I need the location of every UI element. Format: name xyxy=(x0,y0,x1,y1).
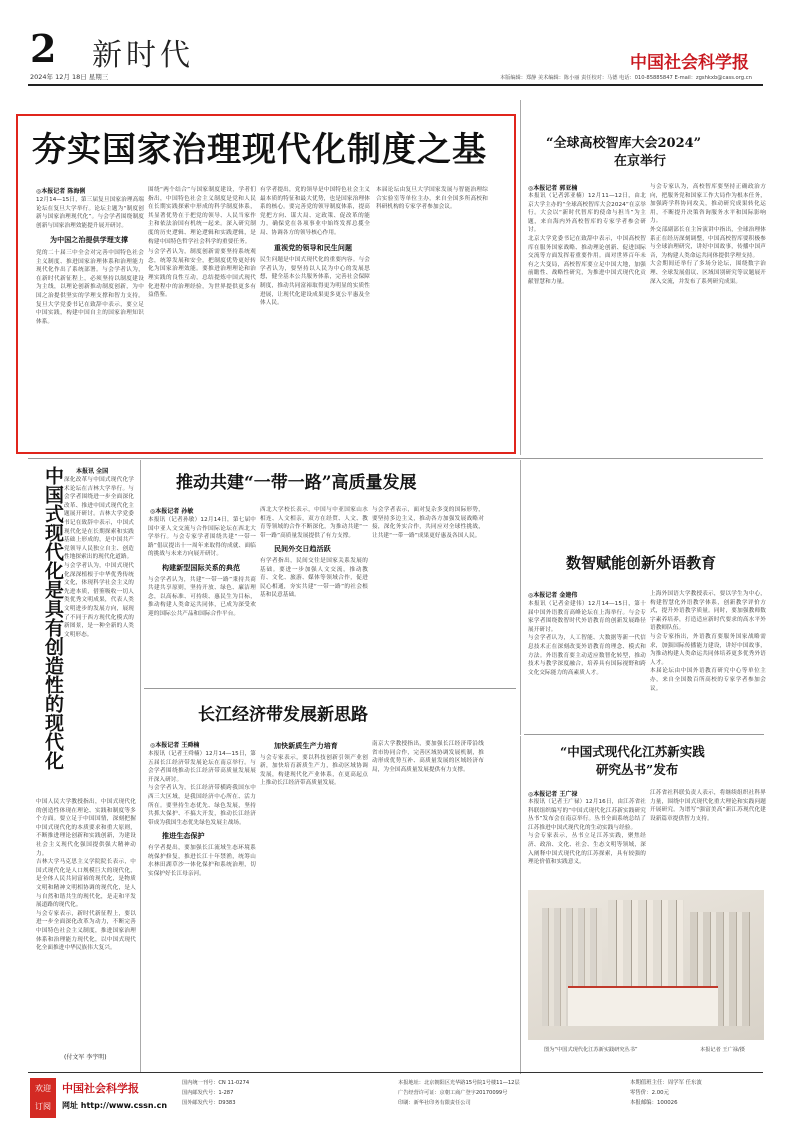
date-line: 2024年 12月 18日 星期三 xyxy=(30,73,109,81)
jiangsu-para-1: 本报讯（记者王广禄）12月16日，由江苏省社科联组织编写的“中国式现代化江苏新实践研究丛书”发布会在南京举行。丛书全面系统总结了江苏推进中国式现代化的生动实践与经验。 xyxy=(528,799,646,831)
footer-issue-info-2: 国内邮发代号：1-287 xyxy=(182,1090,234,1096)
jiangsu-col-1 xyxy=(528,798,646,886)
jiangsu-byline: ◎本报记者 王广禄 xyxy=(528,791,578,798)
digital-para-5: 本届论坛由中国外语教育研究中心等单位主办，来自全国数百所高校的专家学者参加会议。 xyxy=(650,668,766,692)
right-mid-divider xyxy=(524,734,764,735)
belt-para-1: 本报讯（记者孙敏）12月14日，第七届中国中亚人文交流与合作国际论坛在西北大学举行。与会专家学者围绕共建“一带一路”倡议提出十一周年来取得的成就、面临的挑战与未来方向展开研讨。 xyxy=(148,517,256,558)
forum-para-4: 外交部副部长在主旨演讲中指出，全球治理体系正在经历深刻调整，中国高校智库要积极参与全球治理研究，讲好中国故事，传播中国声音，为构建人类命运共同体提供学理支持。 xyxy=(650,226,766,259)
jiangsu-headline-1: “中国式现代化江苏新实践 xyxy=(560,744,705,759)
editor-line: 本版编辑：郑静 美术编辑：陈小丽 责任校对：马德 电话：010-85885847 E-mail：zgshkxb@cass.org.cn xyxy=(500,75,752,81)
yangtze-col-3 xyxy=(372,740,484,1052)
belt-para-2: 与会学者认为，共建“一带一路”秉持共商共建共享原则，坚持开放、绿色、廉洁理念，以高标准、可持续、惠民生为目标，推动构建人类命运共同体，已成为深受欢迎的国际公共产品和国际合作平台。 xyxy=(148,576,256,617)
footer-issue-info-1: 国内统一刊号：CN 11-0274 xyxy=(182,1080,250,1086)
footer-print-note: 本报邮编：100026 xyxy=(630,1100,678,1106)
left-para-4: 吉林大学马克思主义学院院长表示，中国式现代化是人口规模巨大的现代化，是全体人民共同富裕的现代化，是物质文明和精神文明相协调的现代化，是人与自然和谐共生的现代化，是走和平发展道路的现代化。 xyxy=(36,859,136,909)
forum-col-1 xyxy=(528,192,646,450)
mid-section-divider xyxy=(144,688,516,689)
left-para-2: 与会学者认为，中国式现代化深深植根于中华优秀传统文化，体现科学社会主义的先进本质，借鉴吸收一切人类优秀文明成果，代表人类文明进步的发展方向，展现了不同于西方现代化模式的新图景，是一种全新的人类文明形态。 xyxy=(64,562,134,638)
jiangsu-para-3: 江苏省社科联负责人表示，将继续组织社科界力量，围绕中国式现代化重大理论和实践问题开展研究，为谱写“强富美高”新江苏现代化建设新篇章提供智力支持。 xyxy=(650,790,766,822)
lead-para-5: 民生问题是中国式现代化的重要内容。与会学者认为，要坚持以人民为中心的发展思想，健全基本公共服务体系，完善社会保障制度，推动共同富裕取得更为明显的实质性进展，让现代化建设成果更多更公平惠及全体人民。 xyxy=(260,257,370,307)
lead-subhead-1: 为中国之治提供学理支撑 xyxy=(50,236,129,245)
yangtze-para-1: 本报讯（记者王舜楠）12月14—15日，第五届长江经济带发展论坛在南京举行。与会学者围绕推动长江经济带高质量发展展开深入研讨。 xyxy=(148,751,256,783)
belt-subhead-1: 构建新型国际关系的典范 xyxy=(162,563,241,572)
belt-subhead-2: 民间外交日趋活跃 xyxy=(274,545,331,554)
lead-col-3 xyxy=(260,186,370,446)
footer-paper-name: 中国社会科学报 xyxy=(62,1082,139,1095)
belt-para-5: 与会学者表示，面对复杂多变的国际形势，要坚持多边主义，推动各方加强发展战略对接，深化务实合作，共同应对全球性挑战，让共建“一带一路”成果更好惠及各国人民。 xyxy=(372,507,484,539)
footer-address-3: 印刷：新华社印务有限责任公司 xyxy=(398,1100,471,1106)
yangtze-subhead-2: 加快新质生产力培育 xyxy=(274,742,338,750)
subscribe-badge-line-1: 欢迎 xyxy=(35,1084,51,1093)
lead-byline: ◎本报记者 陈海俐 xyxy=(36,188,86,195)
mid-divider-vertical xyxy=(520,460,521,735)
footer-address-2: 广告经营许可证：京朝工商广登字20170099号 xyxy=(398,1090,508,1096)
belt-headline: 推动共建“一带一路”高质量发展 xyxy=(176,473,417,493)
digital-col-1 xyxy=(528,600,646,730)
digital-headline: 数智赋能创新外语教育 xyxy=(566,554,717,572)
forum-headline-2: 在京举行 xyxy=(614,154,667,169)
lead-col-4 xyxy=(376,186,488,446)
yangtze-byline: ◎本报记者 王舜楠 xyxy=(150,742,200,749)
subscribe-badge-line-2: 订阅 xyxy=(35,1102,51,1111)
subscribe-badge xyxy=(30,1078,56,1118)
lead-para-3: 与会学者认为，制度创新需要坚持系统观念，统筹发展和安全，把制度优势更好转化为国家治理效能。要推进治理理论和治理实践的良性互动，总结提炼中国式现代化进程中的治理经验，为世界提供更多有益借鉴。 xyxy=(148,249,256,299)
digital-col-2 xyxy=(650,590,766,730)
yangtze-para-4: 与会专家表示，要以科技创新引领产业创新，加快培育新质生产力，推动区域协调发展，构建现代化产业体系，在更高起点上推动长江经济带高质量发展。 xyxy=(260,754,368,787)
yangtze-col-2 xyxy=(260,740,368,1052)
forum-byline: ◎本报记者 郭亚楠 xyxy=(528,185,578,192)
footer-price: 零售价：2.00元 xyxy=(630,1090,669,1096)
left-col-body-2 xyxy=(36,798,136,1028)
page-number: 2 xyxy=(30,26,57,71)
left-para-5: 与会专家表示，新时代新征程上，要以进一步全面深化改革为动力，不断完善中国特色社会主义制度，推进国家治理体系和治理能力现代化，以中国式现代化全面推进中华民族伟大复兴。 xyxy=(36,910,136,952)
photo-caption: 图为“中国式现代化江苏新实践研究丛书” xyxy=(544,1047,638,1053)
section-title: 新时代 xyxy=(92,38,194,73)
yangtze-para-3: 有学者提出，要加强长江流域生态环境系统保护修复，推进长江十年禁渔，统筹山水林田湖草沙一体化保护和系统治理，切实保护好长江母亲河。 xyxy=(148,844,256,877)
footer-right-info xyxy=(630,1078,770,1108)
footer-issue-info xyxy=(182,1078,392,1108)
belt-col-2 xyxy=(260,506,368,682)
lead-para-1: 党的二十届三中全会对完善中国特色社会主义制度、推进国家治理体系和治理能力现代化作出了系统部署。与会学者认为，在新时代新征程上，必须坚持以制度建设为主线，以理论创新推动制度创新，为中国之治提供坚实的学理支撑和智力支持。复旦大学党委书记在致辞中表示，要立足中国实践，构建中国自主的国家治理知识体系。 xyxy=(36,249,144,325)
footer-chief-editor: 本期值班主任：周学军 任东波 xyxy=(630,1080,702,1086)
forum-para-2: 北京大学党委书记在致辞中表示，中国高校智库在服务国家战略、推动理论创新、促进国际交流等方面发挥着重要作用。面对世界百年未有之大变局，高校智库要立足中国大地，加强前瞻性、战略性研究，为推进中国式现代化贡献智慧和力量。 xyxy=(528,235,646,285)
lead-para-6: 本届论坛由复旦大学国家发展与智能治理综合实验室等单位主办，来自全国多所高校和科研机构的专家学者参加会议。 xyxy=(376,187,488,211)
left-column-divider xyxy=(140,460,141,1072)
top-divider-vertical xyxy=(520,100,521,455)
masthead-divider xyxy=(28,84,763,86)
digital-para-2: 与会学者认为，人工智能、大数据等新一代信息技术正在深刻改变外语教育的理念、模式和方法。外语教育要主动适应数智化转型，推动技术与教学深度融合，培养具有国际视野和跨文化交际能力的高素质人才。 xyxy=(528,635,646,676)
jiangsu-headline-2: 研究丛书”发布 xyxy=(596,762,679,777)
yangtze-headline: 长江经济带发展新思路 xyxy=(198,705,368,725)
belt-para-3: 西北大学校长表示，中国与中亚国家山水相连、人文相亲，双方在经贸、人文、教育等领域的合作不断深化，为推动共建“一带一路”高质量发展提供了有力支撑。 xyxy=(260,507,368,539)
digital-para-1: 本报讯（记者金建伟）12月14—15日，第十届中国外语教育高峰论坛在上海举行。与会专家学者围绕数智时代外语教育的创新发展路径展开研讨。 xyxy=(528,601,646,633)
lead-subhead-2: 重视党的领导和民生问题 xyxy=(274,243,353,252)
forum-para-1: 本报讯（记者郭亚楠）12月11—12日，由北京大学主办的“全球高校智库大会2024”在京举行。大会以“新时代智库的使命与担当”为主题，来自海内外高校智库的专家学者参会研讨。 xyxy=(528,193,646,234)
book-series-photo xyxy=(528,890,764,1040)
lead-intro: 12月14—15日，第三届复旦国家治理高端论坛在复旦大学举行。论坛主题为“制度创新与国家治理现代化”。与会学者围绕制度创新与国家治理效能提升展开研讨。 xyxy=(36,197,144,229)
digital-para-3: 上海外国语大学教授表示，要以学生为中心，构建智慧化外语教学体系，创新教学评价方式，提升外语教学质量。同时，要加强教师数字素养培养，打造适应新时代要求的高水平外语教师队伍。 xyxy=(650,591,766,632)
lead-para-4: 有学者提出，党的领导是中国特色社会主义最本质的特征和最大优势，也是国家治理体系的核心。要完善党的领导制度体系，提高党把方向、谋大局、定政策、促改革的能力，确保党在各项事业中始终发挥总揽全局、协调各方的领导核心作用。 xyxy=(260,187,370,236)
footer-address-1: 本报地址：北京朝阳区光华路15号院1号楼11—12层 xyxy=(398,1080,520,1086)
footer-issue-info-3: 国外邮发代号：D9383 xyxy=(182,1100,236,1106)
left-signature: (付文军 李宇明) xyxy=(64,1054,107,1061)
forum-headline-1: “全球高校智库大会2024” xyxy=(546,136,702,151)
masthead xyxy=(0,0,789,90)
lead-col-1 xyxy=(36,196,144,446)
left-para-3: 中国人民大学教授指出，中国式现代化的创造性体现在理论、实践和制度等多个方面。要立足于中国国情，深刻把握中国式现代化的本质要求和重大原则，不断推进理论创新和实践创新，为建设社会主义现代化强国提供强大精神动力。 xyxy=(36,799,136,857)
left-byline: 本报讯 全国 xyxy=(76,468,109,475)
jiangsu-col-2 xyxy=(650,789,766,886)
lead-col-2 xyxy=(148,186,256,446)
left-vertical-title: 中国式现代化是具有创造性的现代化 xyxy=(42,466,64,770)
jiangsu-para-2: 与会专家表示，丛书立足江苏实践，聚焦经济、政治、文化、社会、生态文明等领域，深入阐释中国式现代化的江苏探索，具有较强的理论价值和实践意义。 xyxy=(528,833,646,866)
belt-col-3 xyxy=(372,506,484,682)
lead-headline: 夯实国家治理现代化制度之基 xyxy=(32,130,487,170)
yangtze-col-1 xyxy=(148,750,256,1052)
top-section-divider xyxy=(28,458,763,459)
left-col-body xyxy=(64,476,134,736)
photo-credit: 本报记者 王广禄/摄 xyxy=(700,1047,745,1053)
belt-byline: ◎本报记者 孙敏 xyxy=(150,508,194,515)
forum-para-3: 与会专家认为，高校智库要坚持正确政治方向，把服务党和国家工作大局作为根本任务，加强跨学科协同攻关，推动研究成果转化运用，不断提升决策咨询服务水平和国际影响力。 xyxy=(650,184,766,225)
footer-website[interactable]: 网址 http://www.cssn.cn xyxy=(62,1101,168,1110)
footer-divider xyxy=(28,1072,763,1073)
belt-col-1 xyxy=(148,516,256,682)
paper-name: 中国社会科学报 xyxy=(630,53,749,73)
bottom-divider-vertical xyxy=(520,736,521,1074)
yangtze-para-5: 南京大学教授指出，要加强长江经济带沿线省市协同合作，完善区域协调发展机制，推动形成优势互补、高质量发展的区域经济布局，为全国高质量发展提供有力支撑。 xyxy=(372,741,484,773)
lead-para-2: 围绕“两个结合”与国家制度建设，学者们指出，中国特色社会主义制度是党和人民在长期实践探索中形成的科学制度体系，其显著优势在于把党的领导、人民当家作主和依法治国有机统一起来。深入研究制度的历史逻辑、理论逻辑和实践逻辑，是构建中国特色哲学社会科学的重要任务。 xyxy=(148,187,256,245)
forum-para-5: 大会期间还举行了多场分论坛，围绕数字治理、全球发展倡议、区域国别研究等议题展开深入交流，并发布了系列研究成果。 xyxy=(650,261,766,285)
book-covers-front xyxy=(568,986,718,1026)
footer-address xyxy=(398,1078,618,1108)
belt-para-4: 有学者指出，民间交往是国家关系发展的基础。要进一步加强人文交流，推动教育、文化、旅游、媒体等领域合作，促进民心相通，夯实共建“一带一路”的社会根基和民意基础。 xyxy=(260,557,368,599)
yangtze-para-2: 与会学者认为，长江经济带横跨我国东中西三大区域，是我国经济中心所在、活力所在。要坚持生态优先、绿色发展，坚持共抓大保护、不搞大开发，推动长江经济带成为我国生态优先绿色发展主战场。 xyxy=(148,785,256,826)
forum-col-2 xyxy=(650,183,766,451)
digital-para-4: 与会专家指出，外语教育要服务国家战略需求，加强国际传播能力建设，讲好中国故事，为推动构建人类命运共同体培养更多优秀外语人才。 xyxy=(650,633,766,666)
left-para-1: 深化改革与中国式现代化学术论坛在吉林大学举行。与会学者围绕进一步全面深化改革、推进中国式现代化主题展开研讨。吉林大学党委书记在致辞中表示，中国式现代化是在长期探索和实践基础上形成的，是中国共产党领导人民独立自主、创造性地探索出的现代化道路。 xyxy=(64,477,134,561)
yangtze-subhead-1: 推进生态保护 xyxy=(162,832,205,841)
digital-byline: ◎本报记者 金建伟 xyxy=(528,592,578,599)
